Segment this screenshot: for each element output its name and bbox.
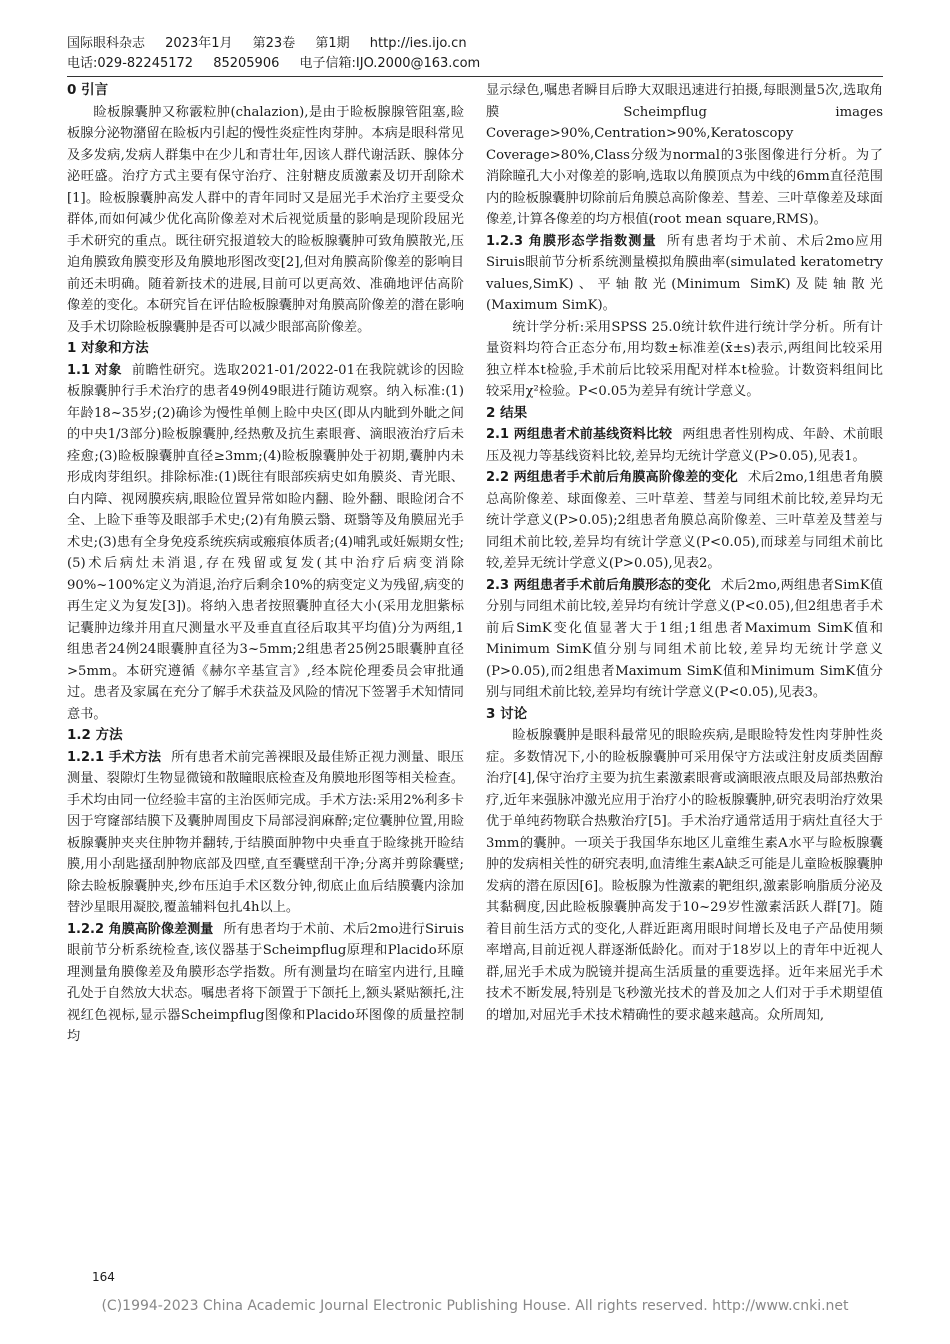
section-2-3-heading: 2.3 两组患者手术前后角膜形态的变化 xyxy=(486,577,711,593)
journal-url[interactable]: http://ies.ijo.cn xyxy=(369,36,467,51)
continued-paragraph: 显示绿色,嘱患者瞬目后睁大双眼迅速进行拍摄,每眼测量5次,选取角膜Scheimpflug images Coverage>90%,Centration>90%,Keratoscopy Coverage>80%,Class分级为normal的3张图像进行分析。为了消除瞳孔大小对像差的影响,选取以角膜顶点为中线的6mm直径范围内的睑板腺囊肿切除前后角膜总高阶像差、彗差、三叶草像差及球面像差,计算各像差的均方根值(root mean square,RMS)。 xyxy=(486,83,883,227)
header-divider xyxy=(67,76,883,77)
journal-name: 国际眼科杂志 xyxy=(67,36,146,51)
section-1-2-2-body: 所有患者均于术前、术后2mo进行Siruis眼前节分析系统检查,该仪器基于Scheimpflug原理和Placido环原理测量角膜像差及角膜形态学指数。所有测量均在暗室内进行,且瞳孔处于自然放大状态。嘱患者将下颌置于下颌托上,额头紧贴额托,注视红色视标,显示器Scheimpflug图像和Placido环图像的质量控制均 xyxy=(67,921,464,1044)
section-1-2-3-body: 所有患者均于术前、术后2mo应用Siruis眼前节分析系统测量模拟角膜曲率(simulated keratometry values,SimK)、平轴散光(Minimum SimK)及陡轴散光(Maximum SimK)。 xyxy=(486,233,883,313)
volume: 第23卷 xyxy=(252,36,296,51)
right-column xyxy=(486,80,883,1026)
section-1-1-heading: 1.1 对象 xyxy=(67,362,122,378)
copyright-footer: (C)1994-2023 China Academic Journal Electronic Publishing House. All rights reserved. http://www.cnki.net xyxy=(101,1298,849,1314)
section-2-2-heading: 2.2 两组患者手术前后角膜高阶像差的变化 xyxy=(486,470,738,485)
section-1-title: 1 对象和方法 xyxy=(67,340,149,356)
section-1-2-1-body: 所有患者术前完善裸眼及最佳矫正视力测量、眼压测量、裂隙灯生物显微镜和散瞳眼底检查及角膜地形图等相关检查。手术均由同一位经验丰富的主治医师完成。手术方法:采用2%利多卡因于穹窿部结膜下及囊肿周围皮下局部浸润麻醉;定位囊肿位置,用睑板腺囊肿夹夹住肿物并翻转,于结膜面肿物中央垂直于睑缘挑开睑结膜,用小刮匙搔刮肿物底部及四壁,直至囊壁刮干净;分离并剪除囊壁;除去睑板腺囊肿夹,纱布压迫手术区数分钟,彻底止血后结膜囊内涂加替沙星眼用凝胶,覆盖辅料包扎4h以上。 xyxy=(67,749,464,915)
section-2-1-heading: 2.1 两组患者术前基线资料比较 xyxy=(486,427,673,442)
page-number: 164 xyxy=(92,1270,115,1284)
section-2-title: 2 结果 xyxy=(486,404,528,421)
phone-ext: 85205906 xyxy=(213,56,280,71)
statistics-paragraph: 统计学分析:采用SPSS 25.0统计软件进行统计学分析。所有计量资料均符合正态分布,用均数±标准差(x̄±s)表示,两组间比较采用独立样本t检验,手术前后比较采用配对样本t检验。计数资料组间比较采用χ²检验。P<0.05为差异有统计学意义。 xyxy=(486,319,883,399)
section-2-3-body: 术后2mo,两组患者SimK值分别与同组术前比较,差异均有统计学意义(P<0.05),但2组患者手术前后SimK变化值显著大于1组;1组患者Maximum SimK值和Minimum SimK值分别与同组术前比较,差异均无统计学意义(P>0.05),而2组患者Maximum SimK值和Minimum SimK值分别与同组术前比较,差异均有统计学意义(P<0.05),见表3。 xyxy=(486,577,883,700)
section-2-2-body: 术后2mo,1组患者角膜总高阶像差、球面像差、三叶草差、彗差与同组术前比较,差异均无统计学意义(P>0.05);2组患者角膜总高阶像差、三叶草差及彗差与同组术前比较,差异均有统计学意义(P<0.05),而球差与同组术前比较,差异无统计学意义(P>0.05),见表2。 xyxy=(486,470,883,571)
section-2-1-body: 两组患者性别构成、年龄、术前眼压及视力等基线资料比较,差异均无统计学意义(P>0.05),见表1。 xyxy=(486,427,883,464)
section-1-1-body: 前瞻性研究。选取2021-01/2022-01在我院就诊的因睑板腺囊肿行手术治疗的患者49例49眼进行随访观察。纳入标准:(1)年龄18~35岁;(2)确诊为慢性单侧上睑中央区(即从内眦到外眦之间的中央1/3部分)睑板腺囊肿,经热敷及抗生素眼膏、滴眼液治疗后未痊愈;(3)睑板腺囊肿直径≥3mm;(4)睑板腺囊肿处于初期,囊肿内未形成肉芽组织。排除标准:(1)既往有眼部疾病史如角膜炎、青光眼、白内障、视网膜疾病,眼睑位置异常如睑内翻、睑外翻、眼睑闭合不全、上睑下垂等及眼部手术史;(2)有角膜云翳、斑翳等及角膜屈光手术史;(3)患有全身免疫系统疾病或瘢痕体质者;(4)哺乳或妊娠期女性;(5)术后病灶未消退,存在残留或复发(其中治疗后病变消除90%~100%定义为消退,治疗后剩余10%的病变定义为残留,病变的再生定义为复发[3])。将纳入患者按照囊肿直径大小(采用龙胆紫标记囊肿边缘并用直尺测量水平及垂直直径后取其平均值)分为两组,1组患者24例24眼囊肿直径为3~5mm;2组患者25例25眼囊肿直径>5mm。本研究遵循《赫尔辛基宣言》,经本院伦理委员会审批通过。患者及家属在充分了解手术获益及风险的情况下签署手术知情同意书。 xyxy=(67,362,464,722)
section-1-2-1-heading: 1.2.1 手术方法 xyxy=(67,749,162,765)
section-1-2-title: 1.2 方法 xyxy=(67,727,123,743)
issue-date: 2023年1月 xyxy=(165,36,233,51)
section-1-2-2-heading: 1.2.2 角膜高阶像差测量 xyxy=(67,921,214,937)
phone: 电话:029-82245172 xyxy=(67,56,194,71)
intro-paragraph: 睑板腺囊肿又称霰粒肿(chalazion),是由于睑板腺腺管阻塞,睑板腺分泌物潴留在睑板内引起的慢性炎症性肉芽肿。本病是眼科常见及多发病,发病人群集中在少儿和青壮年,因该人群代谢活跃、腺体分泌旺盛。治疗方式主要有保守治疗、注射糖皮质激素及切开刮除术[1]。睑板腺囊肿高发人群中的青年同时又是屈光手术治疗主要受众群体,而如何减少优化高阶像差对术后视觉质量的影响是现阶段屈光手术研究的重点。既往研究报道较大的睑板腺囊肿可致角膜散光,压迫角膜致角膜变形及角膜地形图改变[2],但对角膜高阶像差的影响目前还未明确。随着新技术的进展,目前可以更高效、准确地评估高阶像差的变化。本研究旨在评估睑板腺囊肿对角膜高阶像差的潜在影响及手术切除睑板腺囊肿是否可以减少眼部高阶像差。 xyxy=(67,104,464,335)
email[interactable]: 电子信箱:IJO.2000@163.com xyxy=(299,56,481,71)
discussion-paragraph: 睑板腺囊肿是眼科最常见的眼睑疾病,是眼睑特发性肉芽肿性炎症。多数情况下,小的睑板腺囊肿可采用保守方法或注射皮质类固醇治疗[4],保守治疗主要为抗生素激素眼膏或滴眼液点眼及局部热敷治疗,近年来强脉冲激光应用于治疗小的睑板腺囊肿,研究表明治疗效果优于单纯药物联合热敷治疗[5]。手术治疗通常适用于病灶直径大于3mm的囊肿。一项关于我国华东地区儿童维生素A水平与睑板腺囊肿的发病相关性的研究表明,血清维生素A缺乏可能是儿童睑板腺囊肿发病的潜在原因[6]。睑板腺为性激素的靶组织,激素影响脂质分泌及其黏稠度,因此睑板腺囊肿高发于10~29岁性激素活跃人群[7]。随着目前生活方式的变化,人群近距离用眼时间增长及电子产品使用频率增高,目前近视人群逐渐低龄化。而对于18岁以上的青年中近视人群,屈光手术成为脱镜并提高生活质量的重要选择。近年来屈光手术技术不断发展,特别是飞秒激光技术的普及加之人们对于手术期望值的增加,对屈光手术技术精确性的要求越来越高。众所周知, xyxy=(486,728,883,1023)
section-0-title: 0 引言 xyxy=(67,82,109,98)
page-header xyxy=(67,34,496,74)
header-contact-row xyxy=(67,54,496,74)
section-3-title: 3 讨论 xyxy=(486,705,528,722)
left-column xyxy=(67,80,464,1048)
section-1-2-3-heading: 1.2.3 角膜形态学指数测量 xyxy=(486,233,657,249)
issue: 第1期 xyxy=(315,36,350,51)
header-journal-row xyxy=(67,34,496,54)
